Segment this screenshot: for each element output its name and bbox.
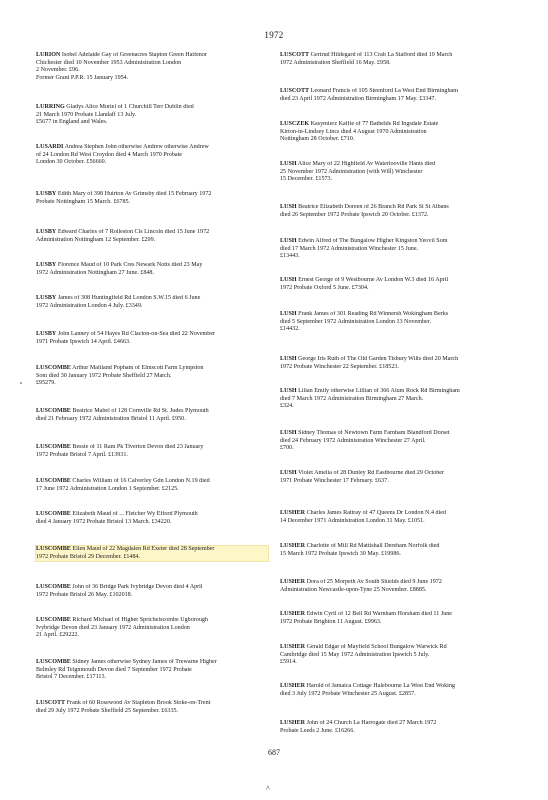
entry-detail-line: died 3 July 1972 Probate Winchester 25 August. £2857. xyxy=(280,690,416,697)
entry-detail-line: Belmley Rd Teignmouth Devon died 7 September 1972 Probate xyxy=(36,666,192,673)
entry-detail-line: died 24 February 1972 Administration Winchester 27 April. xyxy=(280,437,426,444)
entry-heading-line: LUSBY Florence Maud of 10 Park Cres Newark Notts died 23 May xyxy=(36,262,203,268)
index-entry xyxy=(36,295,268,310)
entry-heading-line: LUSHER Harold of Jamaica Cottage Halebourne La West End Woking xyxy=(280,683,455,689)
entry-detail-line: Chichester died 10 November 1953 Administration London xyxy=(36,59,182,66)
entry-detail-line: of 24 London Rd West Croydon died 4 March 1970 Probate xyxy=(36,151,182,158)
entry-heading-line: LUSH George Iris Ruth of The Old Garden Tisbury Wilts died 20 March xyxy=(280,356,459,362)
entry-detail-line: Nottingham 28 October. £710. xyxy=(280,136,355,143)
entry-detail-line: £5914. xyxy=(280,659,297,666)
entry-heading-line: LUSCOMBE Elizabeth Maud of ... Fletcher Wy Efford Plymouth xyxy=(36,511,198,517)
entry-detail-line: Ivybridge Devon died 23 January 1972 Administration London xyxy=(36,624,190,631)
entry-detail-line: 1972 Administration London 4 July. £3349. xyxy=(36,302,143,309)
entry-detail-line: 1972 Probate Bristol 29 December. £1484. xyxy=(36,553,141,560)
entry-heading-line: LUSCZEK Kasymierz Kaffie of 77 Bathelds Rd Ingsdale Estate xyxy=(280,121,439,127)
index-entry xyxy=(280,277,512,292)
entry-heading-line: LUSHER Gerald Edgar of Mayfield School Bungalow Warwick Rd xyxy=(280,644,447,650)
index-entry xyxy=(36,659,268,682)
entry-heading-line: LUSBY John Lanney of 54 Hayes Rd Clacton-on-Sea died 22 November xyxy=(36,331,216,337)
entry-heading-line: LUSH Beatrice Elizabeth Doreen of 26 Branch Rd Park St St Albans xyxy=(280,204,449,210)
index-entry xyxy=(280,161,512,184)
entry-heading-line: LUSHER Charlotte of Mill Rd Mattishall Dereham Norfolk died xyxy=(280,543,440,549)
entry-detail-line: 1972 Administration Sheffield 16 May. £958. xyxy=(280,59,391,66)
entry-detail-line: died 23 April 1972 Administration Birmingham 17 May. £3347. xyxy=(280,95,437,102)
entry-detail-line: died 26 September 1972 Probate Ipswich 20 October. £1372. xyxy=(280,211,429,218)
index-entry xyxy=(36,617,268,640)
entry-detail-line: 2 November. £96. xyxy=(36,67,80,74)
entry-heading-line: LURION Isobel Adelaide Gay of Greenacres Stapton Green Hatfenor xyxy=(36,52,207,58)
index-entry xyxy=(36,546,268,561)
entry-detail-line: £5677 in England and Wales. xyxy=(36,119,108,126)
index-entry xyxy=(280,470,512,485)
entry-heading-line: LUSCOMBE Richard Michael of Higher Sprichelscombe Ugborough xyxy=(36,617,208,623)
index-entry xyxy=(280,121,512,144)
index-entry xyxy=(280,510,512,525)
entry-detail-line: 21 March 1970 Probate Llandaff 13 July. xyxy=(36,111,137,118)
entry-detail-line: died 5 September 1972 Administration London 13 November. xyxy=(280,318,431,325)
entry-heading-line: LUSHER Charles James Rattray of 47 Queens Dr London N.4 died xyxy=(280,510,447,516)
entry-detail-line: Probate Leeds 2 June. £16266. xyxy=(280,727,355,734)
page-number: 687 xyxy=(268,748,280,757)
entry-detail-line: 21 April. £29222. xyxy=(36,632,79,639)
entry-detail-line: 1972 Probate Brighton 11 August. £9963. xyxy=(280,618,382,625)
entry-detail-line: 1972 Probate Bristol 7 April. £13931. xyxy=(36,451,128,458)
entry-heading-line: LUSHER Edwin Cyril of 12 Bell Rd Warnham Horsham died 11 June xyxy=(280,611,452,617)
index-entry xyxy=(36,144,268,167)
index-entry xyxy=(36,262,268,277)
entry-detail-line: £14432. xyxy=(280,326,300,333)
entry-heading-line: LUSCOTT Leonard Francis of 105 Steenford La West End Birmingham xyxy=(280,88,458,94)
entry-heading-line: LUSCOMBE Beatrice Mabel of 128 Cornville Rd St. Judes Plymouth xyxy=(36,408,209,414)
entry-heading-line: LUSH Alice Mary of 22 Highfield Av Waterlooville Hants died xyxy=(280,161,436,167)
entry-detail-line: Administration Newcastle-upon-Tyne 25 November. £8885. xyxy=(280,586,427,593)
index-entry xyxy=(280,88,512,103)
index-entry xyxy=(36,700,268,715)
page-mark: ^ xyxy=(266,784,270,793)
entry-heading-line: LUSCOTT Gertrud Hildegard of 113 Crab La Stafford died 19 March xyxy=(280,52,453,58)
entry-detail-line: died 7 March 1972 Administration Birmingham 27 March. xyxy=(280,395,424,402)
entry-detail-line: 1972 Administration Nottingham 27 June. £848. xyxy=(36,269,154,276)
entry-detail-line: 1972 Probate Bristol 26 May. £102018. xyxy=(36,591,133,598)
entry-detail-line: died 29 July 1972 Probate Sheffield 25 September. £6335. xyxy=(36,707,179,714)
entry-heading-line: LUSH Edwin Alfred of The Bungalow Higher Kingston Yeovil Som xyxy=(280,238,448,244)
index-entry xyxy=(36,365,268,388)
entry-heading-line: LUSH Lilian Emily otherwise Lillian of 366 Alum Rock Rd Birmingham xyxy=(280,388,460,394)
entry-heading-line: LUSCOMBE Sidney James otherwise Sydney James of Trewarne Higher xyxy=(36,659,217,665)
entry-detail-line: London 30 October. £56660. xyxy=(36,159,107,166)
entry-heading-line: LUSH Ernest George of 9 Westbourne Av London W.3 died 16 April xyxy=(280,277,449,283)
entry-detail-line: 1972 Probate Winchester 22 September. £18523. xyxy=(280,363,399,370)
index-entry xyxy=(36,52,268,82)
index-entry xyxy=(280,430,512,453)
entry-heading-line: LUSHER John of 24 Church La Harrogate died 27 March 1972 xyxy=(280,720,437,726)
index-entry xyxy=(280,579,512,594)
entry-detail-line: 1971 Probate Winchester 17 February. £637. xyxy=(280,477,389,484)
entry-heading-line: LUSBY James of 308 Huntingfield Rd London S.W.15 died 6 June xyxy=(36,295,201,301)
index-entry xyxy=(280,543,512,558)
entry-detail-line: Som died 30 January 1972 Probate Sheffield 27 March. xyxy=(36,372,172,379)
scan-speck xyxy=(20,382,22,384)
entry-detail-line: Kirton-in-Lindsey Lincs died 4 August 1970 Administration xyxy=(280,128,427,135)
entry-heading-line: LUSCOTT Frank of 60 Rosewood Av Stapleton Brook Stoke-on-Trent xyxy=(36,700,211,706)
entry-heading-line: LUSHER Dora of 25 Morpeth Av South Shields died 9 June 1972 xyxy=(280,579,442,585)
index-entry xyxy=(280,644,512,667)
entry-detail-line: died 4 January 1972 Probate Bristol 13 March. £34220. xyxy=(36,518,172,525)
index-entry xyxy=(36,478,268,493)
index-entry xyxy=(36,444,268,459)
index-entry xyxy=(280,52,512,67)
entry-detail-line: died 17 March 1972 Administration Winchester 15 June. xyxy=(280,245,419,252)
entry-heading-line: LUSCOMBE John of 36 Bridge Park Ivybridge Devon died 4 April xyxy=(36,584,203,590)
index-entry xyxy=(280,611,512,626)
entry-detail-line: £95279. xyxy=(36,380,56,387)
entry-heading-line: LUSCOMBE Charles William of 16 Calverley Gdn London N.19 died xyxy=(36,478,210,484)
entry-heading-line: LURRING Gladys Alice Muriel of 1 Churchill Terr Dublin died xyxy=(36,104,194,110)
entry-heading-line: LUSH Violet Amelia of 28 Dunley Rd Eastbourne died 29 October xyxy=(280,470,445,476)
entry-detail-line: Former Grant P.P.R. 15 January 1954. xyxy=(36,74,129,81)
index-entry xyxy=(280,388,512,411)
index-entry xyxy=(36,584,268,599)
entry-detail-line: 25 November 1972 Administration (with Will) Winchester xyxy=(280,168,423,175)
entry-detail-line: 1971 Probate Ipswich 14 April. £4663. xyxy=(36,338,131,345)
entry-heading-line: LUSCOMBE Ellen Maud of 22 Magdalen Rd Exeter died 28 September xyxy=(36,546,215,552)
entry-heading-line: LUSH Sidney Thomas of Newtown Farm Farnham Blandford Dorset xyxy=(280,430,450,436)
index-entry xyxy=(36,104,268,127)
entry-heading-line: LUSBY Edith Mary of 398 Huirton Av Grimsby died 15 February 1972 xyxy=(36,191,212,197)
index-entry xyxy=(36,229,268,244)
entry-detail-line: 15 December. £1573. xyxy=(280,176,333,183)
index-entry xyxy=(280,238,512,261)
index-entry xyxy=(280,311,512,334)
page-year: 1972 xyxy=(264,30,284,40)
entry-detail-line: £13443. xyxy=(280,253,300,260)
entry-heading-line: LUSCOMBE Bessie of 11 Ram Pk Tiverton Devon died 23 January xyxy=(36,444,204,450)
entry-detail-line: £324. xyxy=(280,403,294,410)
index-entry xyxy=(280,204,512,219)
entry-detail-line: Probate Nottingham 15 March. £6785. xyxy=(36,198,131,205)
index-entry xyxy=(36,331,268,346)
index-entry xyxy=(36,191,268,206)
entry-detail-line: 14 December 1971 Administration London 31 May. £1051. xyxy=(280,517,425,524)
entry-heading-line: LUSH Frank James of 301 Reading Rd Winnersh Wokingham Berks xyxy=(280,311,449,317)
entry-detail-line: 1972 Probate Oxford 5 June. £7304. xyxy=(280,284,369,291)
entry-detail-line: Bristol 7 December. £17113. xyxy=(36,674,107,681)
entry-heading-line: LUSBY Edward Charles of 7 Rolleston Cls Lincoln died 15 June 1972 xyxy=(36,229,210,235)
index-entry xyxy=(280,356,512,371)
entry-heading-line: LUSARDI Andrea Stephen John otherwise Andrew otherwise Andrew xyxy=(36,144,209,150)
index-entry xyxy=(36,408,268,423)
entry-heading-line: LUSCOMBE Arthur Maitland Popham of Elmscott Farm Lympston xyxy=(36,365,204,371)
index-entry xyxy=(280,683,512,698)
index-entry xyxy=(36,511,268,526)
entry-detail-line: 15 March 1972 Probate Ipswich 30 May. £19986. xyxy=(280,550,401,557)
entry-detail-line: died 21 February 1972 Administration Bristol 11 April. £950. xyxy=(36,415,186,422)
entry-detail-line: Administration Nottingham 12 September. £299. xyxy=(36,236,156,243)
entry-detail-line: Cambridge died 15 May 1972 Administration Ipswich 5 July. xyxy=(280,651,430,658)
entry-detail-line: £700. xyxy=(280,445,294,452)
entry-detail-line: 17 June 1972 Administration London 1 September. £2125. xyxy=(36,485,179,492)
index-entry xyxy=(280,720,512,735)
